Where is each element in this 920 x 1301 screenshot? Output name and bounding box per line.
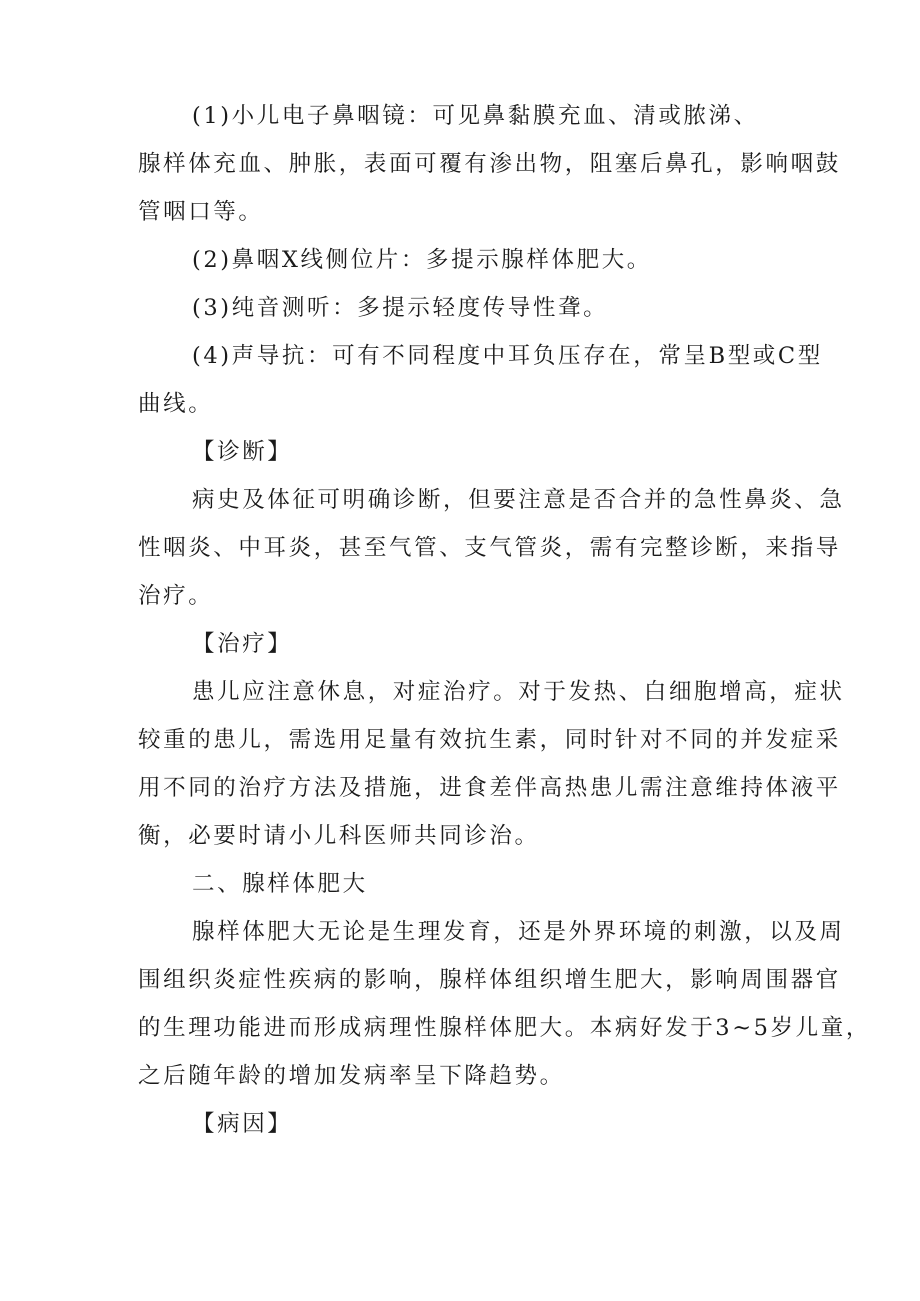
treatment-para-line-3: 用不同的治疗方法及措施，进食差伴高热患儿需注意维持体液平 (138, 775, 841, 801)
exam-item-4-line-1: (4)声导抗：可有不同程度中耳负压存在，常呈B型或C型 (192, 343, 823, 369)
adenoid-para-line-4: 之后随年龄的增加发病率呈下降趋势。 (138, 1063, 565, 1089)
exam-item-4-line-2: 曲线。 (138, 391, 214, 417)
diagnosis-para-line-2: 性咽炎、中耳炎，甚至气管、支气管炎，需有完整诊断，来指导 (138, 535, 841, 561)
exam-item-1-line-1: (1)小儿电子鼻咽镜：可见鼻黏膜充血、清或脓涕、 (192, 103, 759, 129)
exam-item-1-line-3: 管咽口等。 (138, 199, 264, 225)
section-heading-etiology: 【病因】 (192, 1111, 293, 1137)
exam-item-1-line-2: 腺样体充血、肿胀，表面可覆有渗出物，阻塞后鼻孔，影响咽鼓 (138, 151, 841, 177)
treatment-para-line-1: 患儿应注意休息，对症治疗。对于发热、白细胞增高，症状 (192, 679, 845, 705)
treatment-para-line-2: 较重的患儿，需选用足量有效抗生素，同时针对不同的并发症采 (138, 727, 841, 753)
treatment-para-line-4: 衡，必要时请小儿科医师共同诊治。 (138, 823, 540, 849)
section-heading-adenoid-hypertrophy: 二、腺样体肥大 (192, 871, 368, 897)
section-heading-diagnosis: 【诊断】 (192, 439, 293, 465)
exam-item-3: (3)纯音测听：多提示轻度传导性聋。 (192, 295, 609, 321)
diagnosis-para-line-1: 病史及体征可明确诊断，但要注意是否合并的急性鼻炎、急 (192, 487, 845, 513)
adenoid-para-line-2: 围组织炎症性疾病的影响，腺样体组织增生肥大，影响周围器官 (138, 967, 841, 993)
adenoid-para-line-1: 腺样体肥大无论是生理发育，还是外界环境的刺激，以及周 (192, 919, 845, 945)
adenoid-para-line-3: 的生理功能进而形成病理性腺样体肥大。本病好发于3~5岁儿童， (138, 1015, 871, 1041)
exam-item-2: (2)鼻咽X线侧位片：多提示腺样体肥大。 (192, 247, 652, 273)
diagnosis-para-line-3: 治疗。 (138, 583, 214, 609)
section-heading-treatment: 【治疗】 (192, 631, 293, 657)
